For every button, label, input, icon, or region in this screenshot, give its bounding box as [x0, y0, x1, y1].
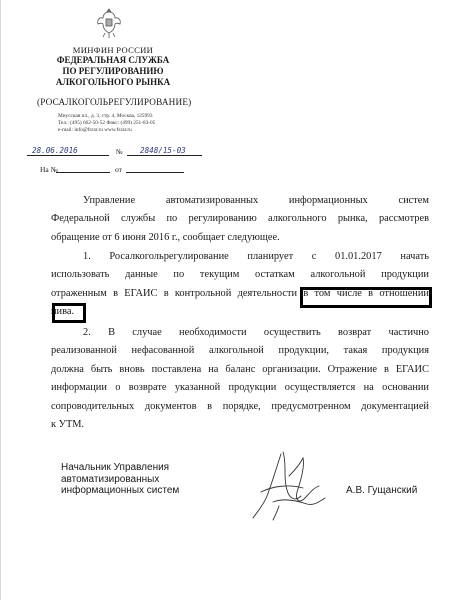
address-line: Миусская пл., д. 3, стр. 4, Москва, 125993	[58, 113, 153, 119]
point-one-paragraph: 1. Росалкогольрегулирование планирует с 01.01.2017 начать использовать данные по текущим остаткам алкогольной продукции отраженным в ЕГАИС в контрольной деятельности в том числе в отношении пива.	[51, 251, 429, 318]
service-name: ФЕДЕРАЛЬНАЯ СЛУЖБА ПО РЕГУЛИРОВАНИЮ АЛКОГОЛЬНОГО РЫНКА	[55, 55, 171, 87]
signatory-name: А.В. Гущанский	[346, 485, 418, 496]
phone-line: Тел.: (495) 662-50-52 Факс: (499) 251-83-05	[58, 120, 156, 126]
highlight-box	[52, 303, 86, 323]
reference-number-line	[56, 172, 110, 173]
reference-date-line	[126, 172, 184, 173]
point-two-paragraph: 2. В случае необходимости осуществить возврат частично реализованной нефасованной алкогольной продукции, такая продукция должна быть вновь поставлена на баланс организации. Отражение в ЕГАИС информации о возврате указанной продукции осуществляется на основании сопроводительных документов в порядке, предусмотренном документацией к УТМ.	[51, 327, 429, 431]
registration-date: 28.06.2016	[32, 146, 78, 155]
reference-date-label: от	[115, 165, 122, 174]
registration-number: 2848/15-03	[140, 146, 186, 155]
ministry-name: МИНФИН РОССИИ	[72, 45, 154, 55]
number-underline	[127, 155, 202, 156]
intro-paragraph: Управление автоматизированных информационных систем Федеральной службы по регулированию алкогольного рынка, рассмотрев обращение от 6 июня 2016 г., сообщает следующее.	[51, 195, 429, 243]
signatory-title: Начальник Управления автоматизированных информационных систем	[61, 462, 180, 496]
highlight-box	[300, 287, 432, 308]
service-abbreviation: (РОСАЛКОГОЛЬРЕГУЛИРОВАНИЕ)	[37, 97, 192, 107]
number-label: №	[116, 148, 123, 156]
date-underline	[27, 155, 109, 156]
email-line: e-mail: info@fsrar.ru www.fsrar.ru	[58, 127, 132, 133]
handwritten-signature	[243, 446, 333, 524]
reference-number-label: На №	[40, 165, 58, 174]
coat-of-arms-icon	[95, 6, 123, 40]
